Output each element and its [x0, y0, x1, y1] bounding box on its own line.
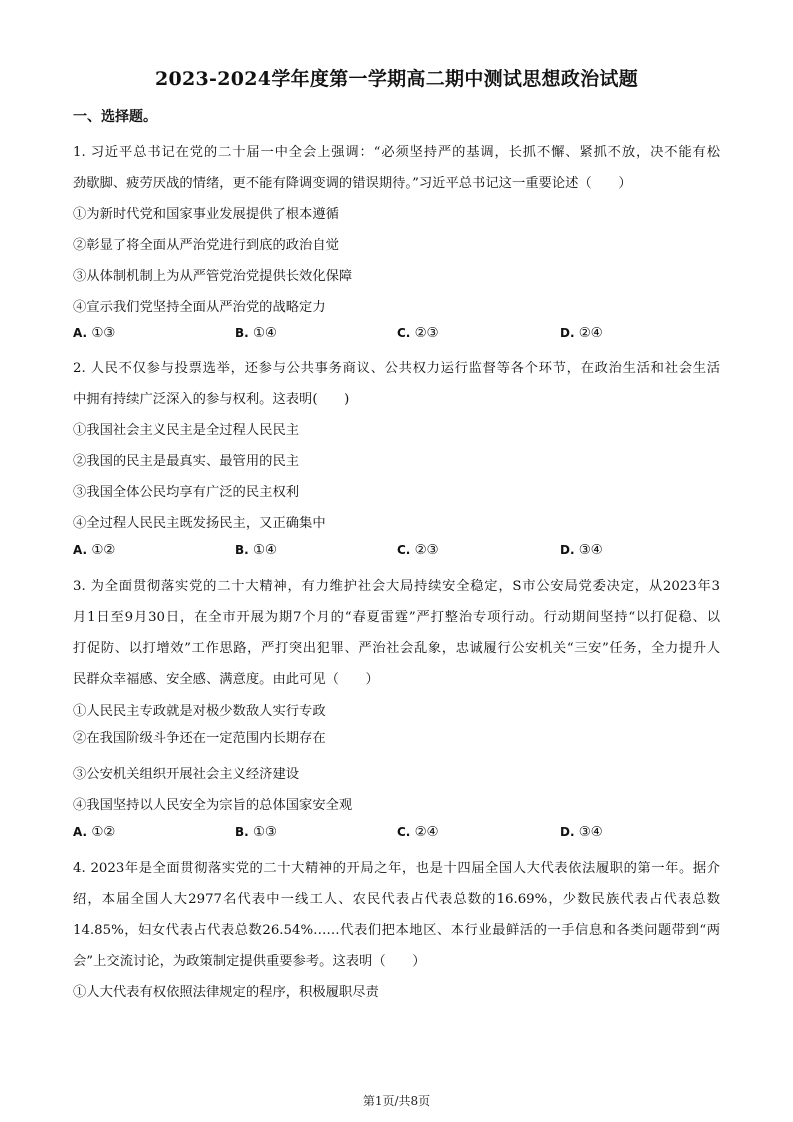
question-1-option-d[interactable]: D. ②④ [560, 326, 603, 341]
question-3-stem-line-2: 月1日至9月30日，在全市开展为期7个月的“春夏雷霆”严打整治专项行动。行动期间坚持“以打促稳、以 [73, 610, 720, 625]
question-3-option-a[interactable]: A. ①② [73, 825, 116, 840]
question-3-option-c[interactable]: C. ②④ [397, 825, 439, 840]
question-3-stem-line-1: 3. 为全面贯彻落实党的二十大精神，有力维护社会大局持续安全稳定，S市公安局党委决定，从2023年3 [73, 579, 720, 594]
question-3-stem-line-4: 民群众幸福感、安全感、满意度。由此可见（ ） [73, 672, 379, 687]
question-1-stem-line-2: 劲歇脚、疲劳厌战的情绪，更不能有降调变调的错误期待。”习近平总书记这一重要论述（ ） [73, 176, 632, 191]
question-1-statement-1: ①为新时代党和国家事业发展提供了根本遵循 [73, 207, 339, 222]
question-1-option-b[interactable]: B. ①④ [235, 326, 277, 341]
question-2-option-a[interactable]: A. ①② [73, 543, 116, 558]
question-1-option-a[interactable]: A. ①③ [73, 326, 116, 341]
question-1-options [73, 326, 693, 344]
question-3-stem-line-3: 打促防、以打增效”工作思路，严打突出犯罪、严治社会乱象，忠诚履行公安机关“三安”任务，全力提升人 [73, 641, 720, 656]
question-3-statement-3: ③公安机关组织开展社会主义经济建设 [73, 767, 300, 782]
question-1-statement-3: ③从体制机制上为从严管党治党提供长效化保障 [73, 269, 353, 284]
question-2-stem-line-1: 2. 人民不仅参与投票选举，还参与公共事务商议、公共权力运行监督等各个环节，在政治生活和社会生活 [73, 361, 720, 376]
question-1-option-c[interactable]: C. ②③ [397, 326, 439, 341]
question-4-stem-line-3: 14.85%，妇女代表占代表总数26.54%……代表们把本地区、本行业最鲜活的一手信息和各类问题带到“两 [73, 923, 720, 938]
page-title: 2023-2024学年度第一学期高二期中测试思想政治试题 [154, 68, 639, 90]
question-1-statement-4: ④宣示我们党坚持全面从严治党的战略定力 [73, 300, 326, 315]
question-3-option-b[interactable]: B. ①③ [235, 825, 277, 840]
question-2-option-d[interactable]: D. ③④ [560, 543, 603, 558]
question-2-stem-line-2: 中拥有持续广泛深入的参与权利。这表明( ) [73, 392, 350, 407]
section-heading: 一、选择题。 [73, 109, 157, 125]
page-footer: 第1页/共8页 [362, 1094, 431, 1108]
question-4-stem-line-2: 绍，本届全国人大2977名代表中一线工人、农民代表占代表总数的16.69%，少数民族代表占代表总数 [73, 892, 720, 907]
question-2-statement-4: ④全过程人民民主既发扬民主，又正确集中 [73, 516, 326, 531]
question-3-options [73, 825, 693, 843]
question-3-statement-1: ①人民民主专政就是对极少数敌人实行专政 [73, 704, 326, 719]
question-1-stem-line-1: 1. 习近平总书记在党的二十届一中全会上强调：“必须坚持严的基调，长抓不懈、紧抓不放，决不能有松 [73, 145, 720, 160]
question-3-statement-4: ④我国坚持以人民安全为宗旨的总体国家安全观 [73, 798, 353, 813]
question-4-stem-line-1: 4. 2023年是全面贯彻落实党的二十大精神的开局之年，也是十四届全国人大代表依法履职的第一年。据介 [73, 861, 720, 876]
question-2-statement-3: ③我国全体公民均享有广泛的民主权利 [73, 485, 300, 500]
question-2-options [73, 543, 693, 561]
question-4-statement-1: ①人大代表有权依照法律规定的程序，积极履职尽责 [73, 985, 379, 1000]
question-4-stem-line-4: 会”上交流讨论，为政策制定提供重要参考。这表明（ ） [73, 954, 426, 969]
question-1-statement-2: ②彰显了将全面从严治党进行到底的政治自觉 [73, 238, 339, 253]
question-2-option-b[interactable]: B. ①④ [235, 543, 277, 558]
question-3-option-d[interactable]: D. ③④ [560, 825, 603, 840]
question-2-option-c[interactable]: C. ②③ [397, 543, 439, 558]
question-3-statement-2: ②在我国阶级斗争还在一定范围内长期存在 [73, 731, 326, 746]
question-2-statement-1: ①我国社会主义民主是全过程人民民主 [73, 423, 300, 438]
question-2-statement-2: ②我国的民主是最真实、最管用的民主 [73, 454, 300, 469]
